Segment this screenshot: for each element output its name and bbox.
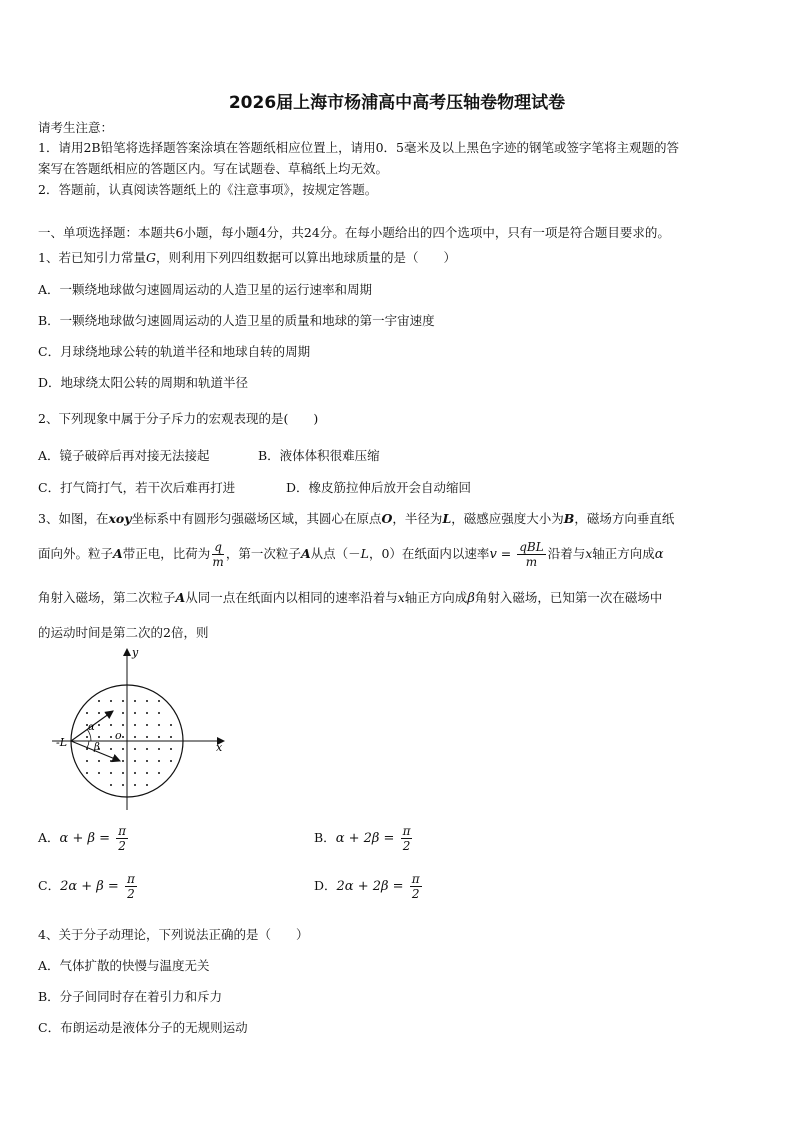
question-1-option-a: A．一颗绕地球做匀速圆周运动的人造卫星的运行速率和周期 [38,282,373,297]
magnetic-field-figure [52,645,232,813]
page-title: 2026届上海市杨浦高中高考压轴卷物理试卷 [228,93,566,113]
field-dot [134,772,136,774]
field-dot [110,736,112,738]
field-dot [146,748,148,750]
field-dot [158,736,160,738]
question-4-stem: 4、关于分子动理论，下列说法正确的是（ ） [38,927,309,942]
field-dot [98,700,100,702]
charge-mass-ratio-fraction: $\frac{q}{m}$ [212,540,224,569]
question-2-option-d: D．橡皮筋拉伸后放开会自动缩回 [286,480,472,495]
velocity-fraction: $\frac{\text{qBL}}{m}$ [519,540,544,569]
field-dot [110,700,112,702]
field-dot [158,700,160,702]
field-dot [134,712,136,714]
field-dot [170,724,172,726]
field-dot [98,772,100,774]
field-dot [134,700,136,702]
question-1-stem: 1、若已知引力常量G，则利用下列四组数据可以算出地球质量的是（ ） [38,250,456,265]
question-3-option-b: B．α + 2β = $\frac{\pi}{2}$ [314,824,411,853]
field-dot [98,760,100,762]
question-3-option-d: D．2α + 2β = $\frac{\pi}{2}$ [314,872,420,901]
field-dot [110,784,112,786]
field-dot [146,724,148,726]
question-2-option-a: A．镜子破碎后再对接无法接起 [38,448,210,463]
question-1-option-b: B．一颗绕地球做匀速圆周运动的人造卫星的质量和地球的第一宇宙速度 [38,313,435,328]
field-dot [110,748,112,750]
alpha-label: α [88,722,95,733]
question-3-line-2: 面向外。粒子A带正电，比荷为 $\frac{q}{m}$ ，第一次粒子A从点（－L，0）在纸面内以速率v = $\frac{\text{qBL}}{m}$ 沿着与x轴正方向成α [38,540,664,569]
field-dot [146,712,148,714]
field-dot [170,736,172,738]
field-dot [122,724,124,726]
field-dot [122,700,124,702]
field-dot [110,772,112,774]
question-2-option-c: C．打气筒打气，若干次后难再打进 [38,480,236,495]
field-dot [134,784,136,786]
field-dot [98,724,100,726]
field-dot [122,760,124,762]
notice-heading: 请考生注意： [38,120,114,135]
y-axis-label: y [132,646,139,659]
field-dot [122,772,124,774]
field-dot [158,760,160,762]
field-dot [98,736,100,738]
field-dot [134,736,136,738]
section-heading: 一、单项选择题：本题共6小题，每小题4分，共24分。在每小题给出的四个选项中，只有一项是符合题目要求的。 [38,225,670,240]
field-dot [158,712,160,714]
question-4-option-c: C．布朗运动是液体分子的无规则运动 [38,1020,248,1035]
field-dot [134,760,136,762]
field-dot [134,724,136,726]
field-dot [122,736,124,738]
question-1-option-c: C．月球绕地球公转的轨道半径和地球自转的周期 [38,344,311,359]
question-3-line-4: 的运动时间是第二次的2倍，则 [38,625,209,640]
neg-l-label: -L [56,736,68,749]
field-dot [146,700,148,702]
origin-label: o [115,729,122,742]
notice-item-1-cont: 案写在答题纸相应的答题区内。写在试题卷、草稿纸上均无效。 [38,161,389,176]
field-dot [98,712,100,714]
field-dot [146,736,148,738]
beta-label: β [94,742,100,753]
field-dot [122,748,124,750]
field-dot [86,760,88,762]
question-4-option-a: A．气体扩散的快慢与温度无关 [38,958,210,973]
field-dot [122,712,124,714]
question-3-line-3: 角射入磁场，第二次粒子A从同一点在纸面内以相同的速率沿着与x轴正方向成β角射入磁场，已知第一次在磁场中 [38,590,663,606]
notice-item-1: 1．请用2B铅笔将选择题答案涂填在答题纸相应位置上，请用0．5毫米及以上黑色字迹的钢笔或签字笔将主观题的答 [38,140,679,155]
field-dot [158,724,160,726]
question-2-stem: 2、下列现象中属于分子斥力的宏观表现的是( ) [38,411,319,426]
question-3-option-a: A．α + β = $\frac{\pi}{2}$ [38,824,127,853]
field-dot [158,772,160,774]
field-dot [86,772,88,774]
question-3-option-c: C．2α + β = $\frac{\pi}{2}$ [38,872,135,901]
x-axis-label: x [216,741,223,754]
field-dot [146,760,148,762]
field-dot [170,748,172,750]
question-3-line-1: 3、如图，在xoy坐标系中有圆形匀强磁场区域，其圆心在原点O，半径为L，磁感应强度大小为B，磁场方向垂直纸 [38,511,675,526]
field-dot [158,748,160,750]
field-dot [110,760,112,762]
field-dot [86,712,88,714]
field-dot [134,748,136,750]
field-dot [86,736,88,738]
field-dot [110,724,112,726]
question-4-option-b: B．分子间同时存在着引力和斥力 [38,989,223,1004]
field-dot [122,784,124,786]
question-2-option-b: B．液体体积很难压缩 [258,448,380,463]
field-dot [146,784,148,786]
field-dot [146,772,148,774]
field-dot [170,760,172,762]
notice-item-2: 2．答题前，认真阅读答题纸上的《注意事项》，按规定答题。 [38,182,378,197]
question-1-option-d: D．地球绕太阳公转的周期和轨道半径 [38,375,249,390]
